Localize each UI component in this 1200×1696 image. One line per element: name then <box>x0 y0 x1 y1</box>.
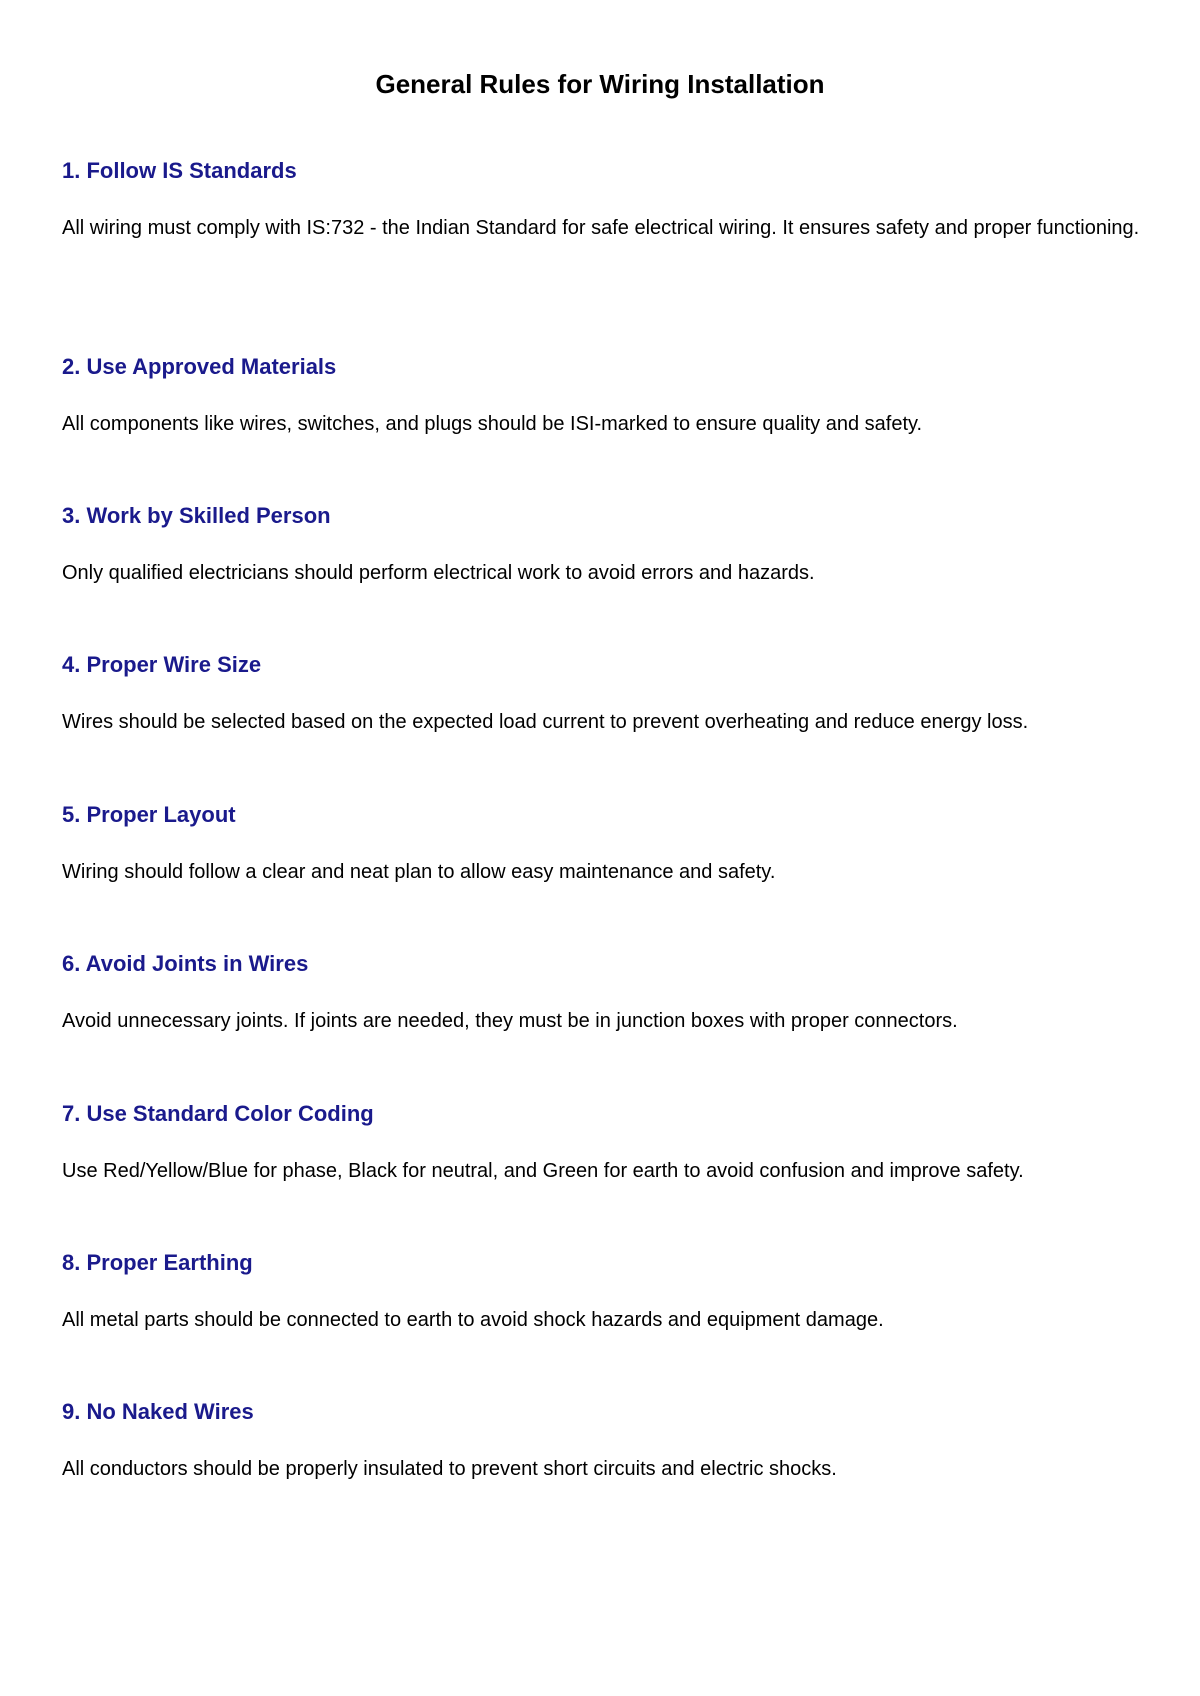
rule-section <box>62 949 1142 1043</box>
rule-description: All conductors should be properly insulated to prevent short circuits and electric shocks. <box>62 1458 837 1480</box>
rule-section <box>62 800 1142 894</box>
rule-heading: 1. Follow IS Standards <box>62 158 297 183</box>
rule-section <box>62 352 1142 446</box>
rule-section <box>62 156 1142 250</box>
rule-description: Wires should be selected based on the expected load current to prevent overheating and reduce energy loss. <box>62 711 1029 733</box>
rule-description: Wiring should follow a clear and neat plan to allow easy maintenance and safety. <box>62 861 776 883</box>
rule-description: Only qualified electricians should perform electrical work to avoid errors and hazards. <box>62 562 815 584</box>
rule-section <box>62 1397 1142 1491</box>
rule-section <box>62 1248 1142 1342</box>
rule-section <box>62 1099 1142 1193</box>
rule-heading: 5. Proper Layout <box>62 802 236 827</box>
rule-description: All components like wires, switches, and plugs should be ISI-marked to ensure quality and safety. <box>62 413 923 435</box>
rule-section <box>62 650 1142 744</box>
rule-heading: 7. Use Standard Color Coding <box>62 1101 374 1126</box>
rule-heading: 9. No Naked Wires <box>62 1399 254 1424</box>
rule-heading: 2. Use Approved Materials <box>62 354 337 379</box>
rule-description: Avoid unnecessary joints. If joints are needed, they must be in junction boxes with proper connectors. <box>62 1010 958 1032</box>
rule-heading: 6. Avoid Joints in Wires <box>62 951 309 976</box>
rule-description: Use Red/Yellow/Blue for phase, Black for neutral, and Green for earth to avoid confusion and improve safety. <box>62 1160 1024 1182</box>
rule-heading: 3. Work by Skilled Person <box>62 503 331 528</box>
rule-section <box>62 501 1142 595</box>
rule-heading: 8. Proper Earthing <box>62 1250 253 1275</box>
document-title: General Rules for Wiring Installation <box>375 69 825 99</box>
rule-description: All metal parts should be connected to earth to avoid shock hazards and equipment damage. <box>62 1309 884 1331</box>
rule-description: All wiring must comply with IS:732 - the Indian Standard for safe electrical wiring. It ensures safety and proper functioning. <box>62 217 1140 239</box>
rule-heading: 4. Proper Wire Size <box>62 652 262 677</box>
